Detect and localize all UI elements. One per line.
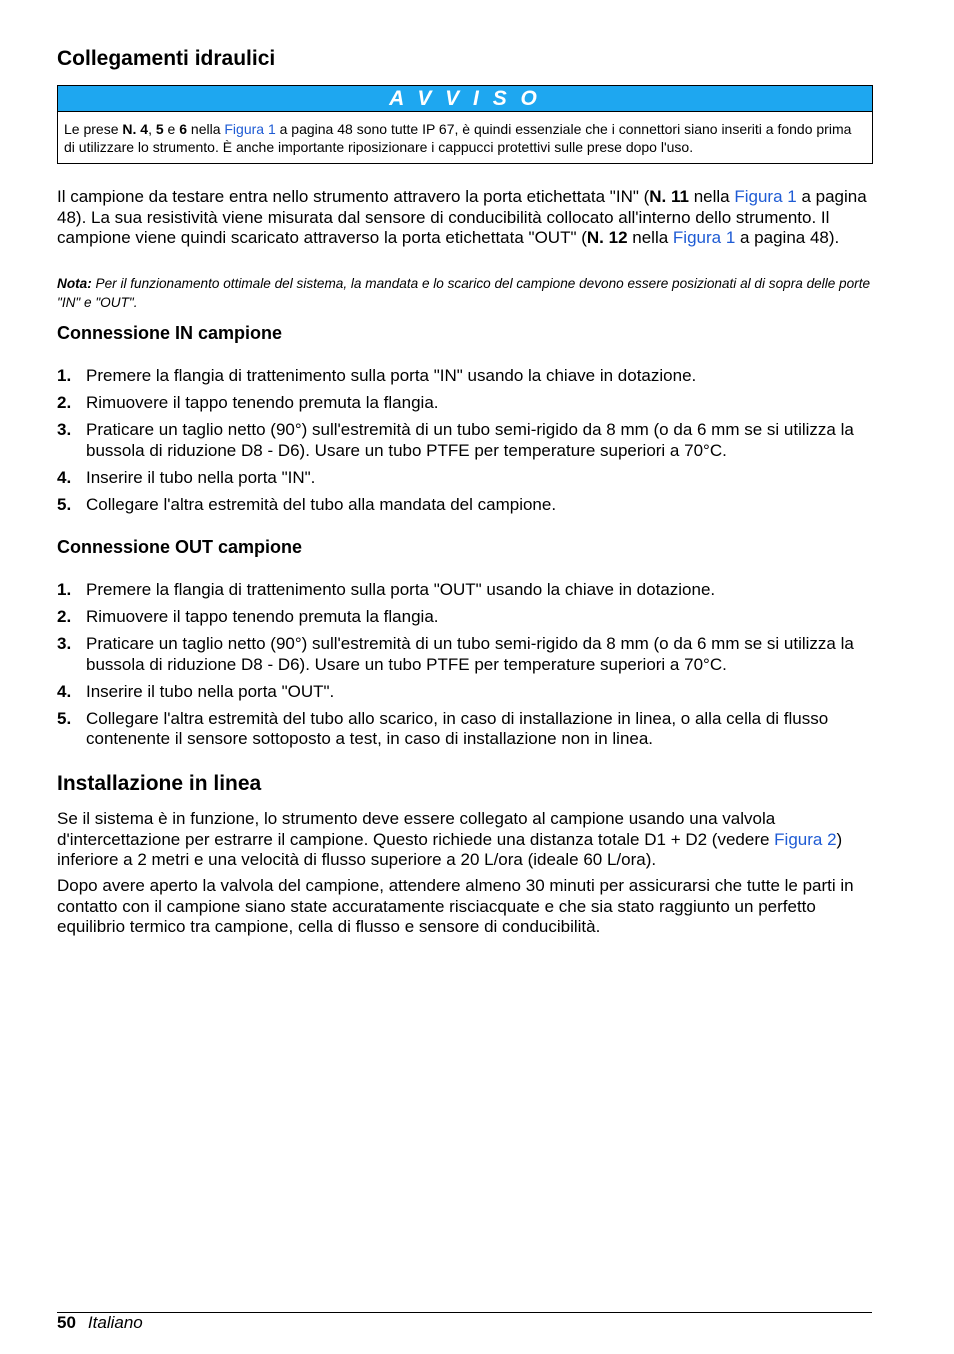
intro-paragraph	[57, 187, 873, 249]
footer-language: Italiano	[87, 1313, 143, 1332]
list-item	[57, 468, 873, 489]
notice-text: a pagina 48 sono tutte IP 67, è quindi essenziale che i connettori siano inseriti a fondo prima di utilizzare lo strumento. È anche importante riposizionare i cappucci protettivi sulle prese dopo l'uso.	[64, 121, 852, 155]
inline-paragraph-2: Dopo avere aperto la valvola del campione, attendere almeno 30 minuti per assicurarsi che tutte le parti in contatto con il campione siano state accuratamente risciacquate e che sia stato raggiunto un perfetto equilibrio termico tra campione, cella di flusso e sensore di conducibilità.	[57, 876, 854, 937]
out-section-title: Connessione OUT campione	[57, 537, 303, 557]
inline-section-title: Installazione in linea	[57, 772, 262, 795]
step-number: 1.	[57, 580, 72, 599]
step-text: Praticare un taglio netto (90°) sull'estremità di un tubo semi-rigido da 8 mm (o da 6 mm se si utilizza la bussola di riduzione D8 - D6). Usare un tubo PTFE per temperature superiori a 70°C.	[86, 420, 854, 460]
step-number: 4.	[57, 467, 72, 487]
list-item	[57, 709, 873, 750]
intro-text: nella	[627, 228, 673, 248]
step-text: Rimuovere il tappo tenendo premuta la flangia.	[86, 607, 439, 626]
inline-text: Se il sistema è in funzione, lo strumento deve essere collegato al campione usando una valvola d'intercettazione per estrarre il campione. Questo richiede una distanza totale D1 + D2 (vedere	[57, 809, 776, 849]
intro-text: nella	[688, 187, 735, 206]
figure-1-link[interactable]: Figura 1	[672, 228, 736, 248]
step-text: Praticare un taglio netto (90°) sull'estremità di un tubo semi-rigido da 8 mm (o da 6 mm se si utilizza la bussola di riduzione D8 - D6). Usare un tubo PTFE per temperature superiori a 70°C.	[86, 634, 854, 674]
notice-ref-bold: N. 4	[122, 121, 149, 137]
intro-text: a pagina 48).	[735, 228, 840, 248]
list-item	[57, 366, 873, 387]
notice-ref-bold: 5	[155, 121, 164, 137]
notice-ref-bold: 6	[179, 121, 188, 137]
note-label: Nota:	[57, 276, 92, 291]
figure-1-link[interactable]: Figura 1	[734, 187, 797, 206]
step-number: 3.	[57, 634, 72, 653]
figure-2-link[interactable]: Figura 2	[774, 829, 837, 849]
step-text: Inserire il tubo nella porta "IN".	[86, 467, 316, 487]
list-item	[57, 420, 873, 461]
page-footer	[57, 1313, 143, 1333]
figure-1-link[interactable]: Figura 1	[224, 121, 276, 137]
intro-text: Il campione da testare entra nello strumento attravero la porta etichettata "IN" (	[57, 187, 650, 206]
list-item	[57, 495, 873, 516]
step-text: Premere la flangia di trattenimento sulla porta "OUT" usando la chiave in dotazione.	[86, 580, 716, 599]
notice-text: e	[163, 121, 180, 137]
step-number: 1.	[57, 366, 72, 385]
step-number: 2.	[57, 607, 72, 626]
list-item	[57, 580, 873, 601]
notice-text: nella	[187, 121, 225, 137]
notice-text: Le prese	[64, 121, 123, 137]
section-title: Collegamenti idraulici	[57, 47, 276, 70]
list-item	[57, 682, 873, 703]
step-number: 5.	[57, 708, 72, 728]
in-section-title: Connessione IN campione	[57, 323, 283, 343]
notice-body	[58, 112, 872, 163]
notice-header: A V V I S O	[58, 86, 872, 112]
step-number: 2.	[57, 393, 72, 412]
step-number: 4.	[57, 681, 72, 701]
note-text: Per il funzionamento ottimale del sistema, la mandata e lo scarico del campione devono essere posizionati al di sopra delle porte "IN" e "OUT".	[57, 276, 871, 310]
inline-text: ) inferiore a 2 metri e una velocità di flusso superiore a 20 L/ora (ideale 60 L/ora).	[57, 829, 843, 870]
step-text: Premere la flangia di trattenimento sulla porta "IN" usando la chiave in dotazione.	[86, 366, 697, 385]
step-text: Collegare l'altra estremità del tubo allo scarico, in caso di installazione in linea, o alla cella di flusso contenente il sensore sottoposto a test, in caso di installazione non in linea.	[86, 708, 829, 749]
step-number: 3.	[57, 420, 72, 439]
page-number: 50	[57, 1313, 76, 1332]
note-paragraph	[57, 275, 873, 312]
list-item	[57, 634, 873, 675]
in-steps-list	[57, 366, 873, 522]
step-text: Inserire il tubo nella porta "OUT".	[86, 681, 335, 701]
step-text: Rimuovere il tappo tenendo premuta la flangia.	[86, 393, 439, 412]
out-steps-list	[57, 580, 873, 756]
inline-paragraph-1	[57, 809, 873, 871]
step-text: Collegare l'altra estremità del tubo alla mandata del campione.	[86, 494, 557, 514]
step-number: 5.	[57, 494, 72, 514]
notice-box	[57, 85, 873, 164]
intro-ref-bold: N. 11	[649, 187, 689, 206]
intro-ref-bold: N. 12	[586, 228, 628, 248]
footer-divider	[57, 1312, 872, 1313]
intro-text: a pagina 48). La sua resistività viene misurata dal sensore di conducibilità collocato all'interno dello strumento. Il campione viene quindi scaricato attraverso la porta etichettata "OUT" (	[57, 187, 867, 248]
list-item	[57, 607, 873, 628]
notice-text: ,	[148, 121, 156, 137]
list-item	[57, 393, 873, 414]
